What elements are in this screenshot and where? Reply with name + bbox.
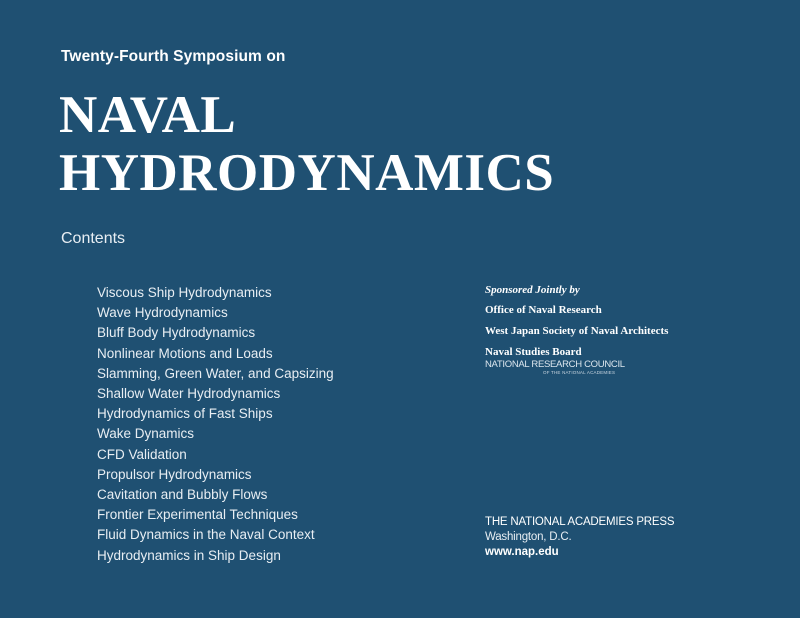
title-line-naval: NAVAL	[59, 86, 237, 144]
publisher-url: www.nap.edu	[485, 546, 559, 558]
contents-item: Wave Hydrodynamics	[97, 305, 228, 321]
contents-item: Viscous Ship Hydrodynamics	[97, 285, 272, 300]
contents-item: Bluff Body Hydrodynamics	[97, 325, 256, 341]
contents-item: Cavitation and Bubbly Flows	[97, 487, 268, 503]
contents-item: Propulsor Hydrodynamics	[97, 466, 252, 482]
contents-item: Shallow Water Hydrodynamics	[97, 386, 281, 402]
publisher-name: THE NATIONAL ACADEMIES PRESS	[485, 516, 675, 528]
sponsor-onr: Office of Naval Research	[485, 304, 602, 316]
sponsors-block	[485, 284, 668, 376]
nrc-logo-subtext: OF THE NATIONAL ACADEMIES	[543, 370, 616, 375]
publisher-block	[485, 515, 674, 560]
contents-item: Frontier Experimental Techniques	[97, 507, 298, 523]
publisher-city: Washington, D.C.	[485, 531, 572, 543]
nrc-logo-text: NATIONAL RESEARCH COUNCIL	[485, 359, 625, 370]
contents-item: Fluid Dynamics in the Naval Context	[97, 527, 315, 543]
contents-item: CFD Validation	[97, 446, 187, 462]
contents-item: Slamming, Green Water, and Capsizing	[97, 365, 334, 381]
sponsor-wjsna: West Japan Society of Naval Architects	[485, 325, 669, 337]
contents-list	[97, 283, 334, 566]
contents-heading: Contents	[61, 230, 126, 247]
title-line-hydrodynamics: HYDRODYNAMICS	[59, 144, 555, 202]
sponsored-by-label: Sponsored Jointly by	[485, 284, 580, 296]
symposium-subtitle: Twenty-Fourth Symposium on	[61, 48, 286, 65]
contents-item: Hydrodynamics of Fast Ships	[97, 406, 273, 422]
contents-item: Hydrodynamics in Ship Design	[97, 547, 281, 563]
naval-studies-board: Naval Studies Board	[485, 346, 582, 358]
contents-item: Wake Dynamics	[97, 426, 195, 442]
contents-item: Nonlinear Motions and Loads	[97, 345, 273, 361]
